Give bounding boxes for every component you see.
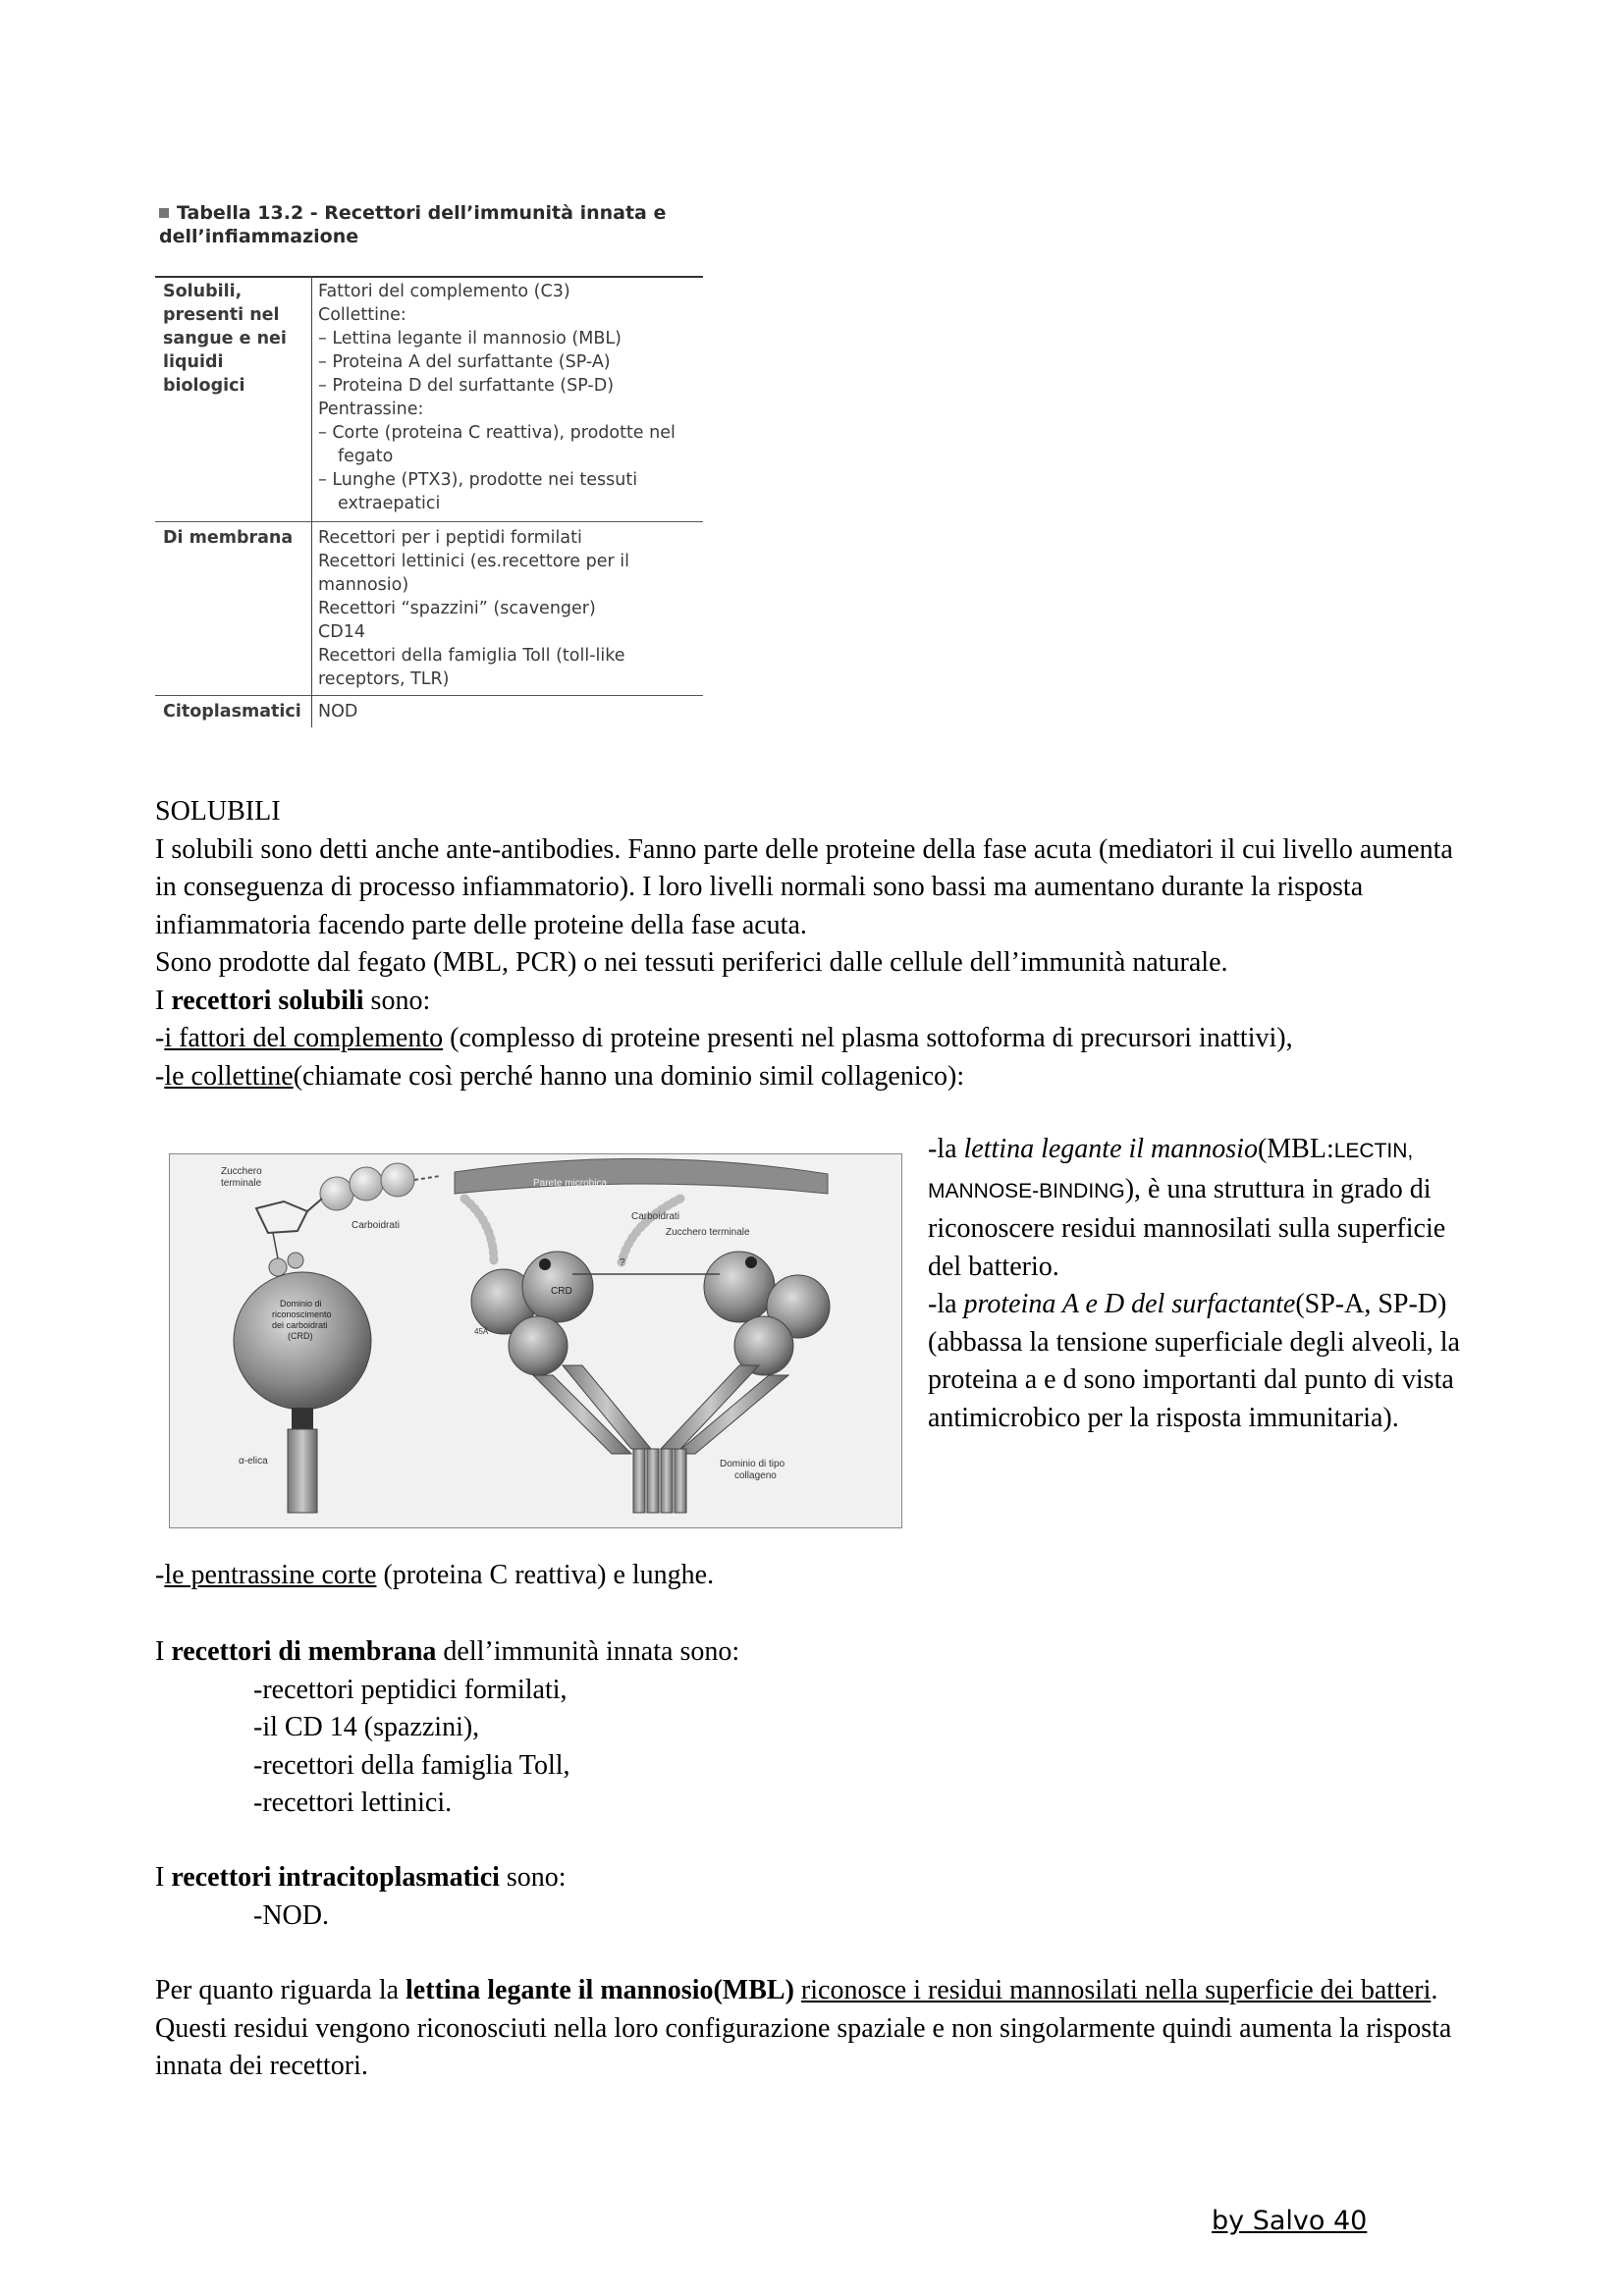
mbl-description: -la lettina legante il mannosio(MBL:LECTIN, MANNOSE-BINDING), è una struttura in grado di riconoscere residui mannosilati sulla superficie del batterio. <box>928 1134 1446 1282</box>
svg-text:terminale: terminale <box>221 1178 262 1189</box>
svg-text:Parete microbica: Parete microbica <box>533 1178 608 1189</box>
table-category: Solubili, presenti nel sangue e nei liquidi biologici <box>155 276 312 522</box>
collectins-item: -le collettine(chiamate così perché hanno una dominio simil collagenico): <box>155 1060 965 1092</box>
complement-item: -i fattori del complemento (complesso di proteine presenti nel plasma sottoforma di precursori inattivi), <box>155 1023 1293 1053</box>
list-item: -NOD. <box>253 1899 329 1931</box>
list-item: -recettori della famiglia Toll, <box>253 1749 570 1781</box>
mbl-trimer-diagram <box>455 1158 830 1513</box>
page-footer: by Salvo 40 <box>1212 2206 1368 2236</box>
table-category: Di membrana <box>155 522 312 696</box>
membrane-receptors-section <box>155 1633 739 1823</box>
svg-text:Carboidrati: Carboidrati <box>352 1220 400 1231</box>
table-row <box>155 696 703 728</box>
svg-text:?: ? <box>620 1257 625 1268</box>
mbl-paragraph: Per quanto riguarda la lettina legante il mannosio(MBL) riconosce i residui mannosilati nella superficie dei batteri. Questi residui vengono riconosciuti nella loro configurazione spaziale e non singolarmente quindi aumenta la risposta innata dei recettori. <box>155 1975 1452 2081</box>
list-item: -recettori peptidici formilati, <box>253 1674 568 1705</box>
soluble-receptors-line: I recettori solubili sono: <box>155 985 431 1016</box>
label-sugar: Zucchero <box>221 1166 262 1177</box>
pentraxins-item: -le pentrassine corte (proteina C reattiva) e lunghe. <box>155 1560 715 1590</box>
single-crd-diagram <box>221 1163 440 1513</box>
receptor-table-figure <box>155 201 705 790</box>
svg-text:riconoscimento: riconoscimento <box>272 1309 332 1319</box>
collectins-description <box>928 1131 1478 1437</box>
table-row <box>155 522 703 696</box>
svg-text:CRD: CRD <box>551 1286 572 1297</box>
receptor-table <box>155 276 703 727</box>
intro-paragraph: I solubili sono detti anche ante-antibodies. Fanno parte delle proteine della fase acuta (mediatori il cui livello aumenta in conseguenza di processo infiammatorio). I loro livelli normali sono bassi ma aumentano durante la risposta infiammatoria facendo parte delle proteine della fase acuta. <box>155 833 1453 940</box>
intracyto-receptors-line: I recettori intracitoplasmatici sono: <box>155 1862 567 1893</box>
svg-text:45Å: 45Å <box>474 1327 489 1336</box>
table-items: Recettori per i peptidi formilati Recettori lettinici (es.recettore per il mannosio) Recettori “spazzini” (scavenger) CD14 Recettori della famiglia Toll (toll-like receptors, TLR) <box>312 522 704 696</box>
table-row <box>155 276 703 522</box>
table-items: Fattori del complemento (C3) Collettine: – Lettina legante il mannosio (MBL) – Proteina A del surfattante (SP-A) – Proteina D del surfattante (SP-D) Pentrassine: – Corte (proteina C reattiva), prodotte nel fegato – Lunghe (PTX3), prodotte nei tessuti extraepatici <box>318 282 676 513</box>
table-items: NOD <box>312 696 704 728</box>
membrane-receptors-line: I recettori di membrana dell’immunità innata sono: <box>155 1636 740 1667</box>
sp-description: -la proteina A e D del surfactante(SP-A, SP-D)(abbassa la tensione superficiale degli alveoli, la proteina a e d sono importanti dal punto di vista antimicrobico per la risposta immunitaria). <box>928 1289 1460 1433</box>
svg-text:Dominio di: Dominio di <box>280 1299 322 1308</box>
intracyto-receptors-section <box>155 1859 567 1935</box>
list-item: -recettori lettinici. <box>253 1788 453 1818</box>
section-title: SOLUBILI <box>155 796 281 827</box>
svg-text:Dominio di tipo: Dominio di tipo <box>720 1459 785 1469</box>
svg-text:dei carboidrati: dei carboidrati <box>272 1320 328 1330</box>
table-title: Tabella 13.2 - Recettori dell’immunità innata e dell’infiammazione <box>159 202 667 247</box>
table-category: Citoplasmatici <box>155 696 312 728</box>
list-item: -il CD 14 (spazzini), <box>253 1712 480 1742</box>
mbl-structure-figure <box>169 1153 902 1528</box>
svg-text:Carboidrati: Carboidrati <box>631 1211 679 1222</box>
intro-section <box>155 793 1471 1095</box>
svg-text:collageno: collageno <box>734 1470 777 1481</box>
svg-text:(CRD): (CRD) <box>288 1331 313 1341</box>
square-bullet-icon <box>159 208 169 218</box>
intro-paragraph-2: Sono prodotte dal fegato (MBL, PCR) o nei tessuti periferici dalle cellule dell’immunità naturale. <box>155 947 1228 978</box>
svg-text:Zucchero terminale: Zucchero terminale <box>666 1227 750 1238</box>
svg-text:α-elica: α-elica <box>239 1456 268 1467</box>
